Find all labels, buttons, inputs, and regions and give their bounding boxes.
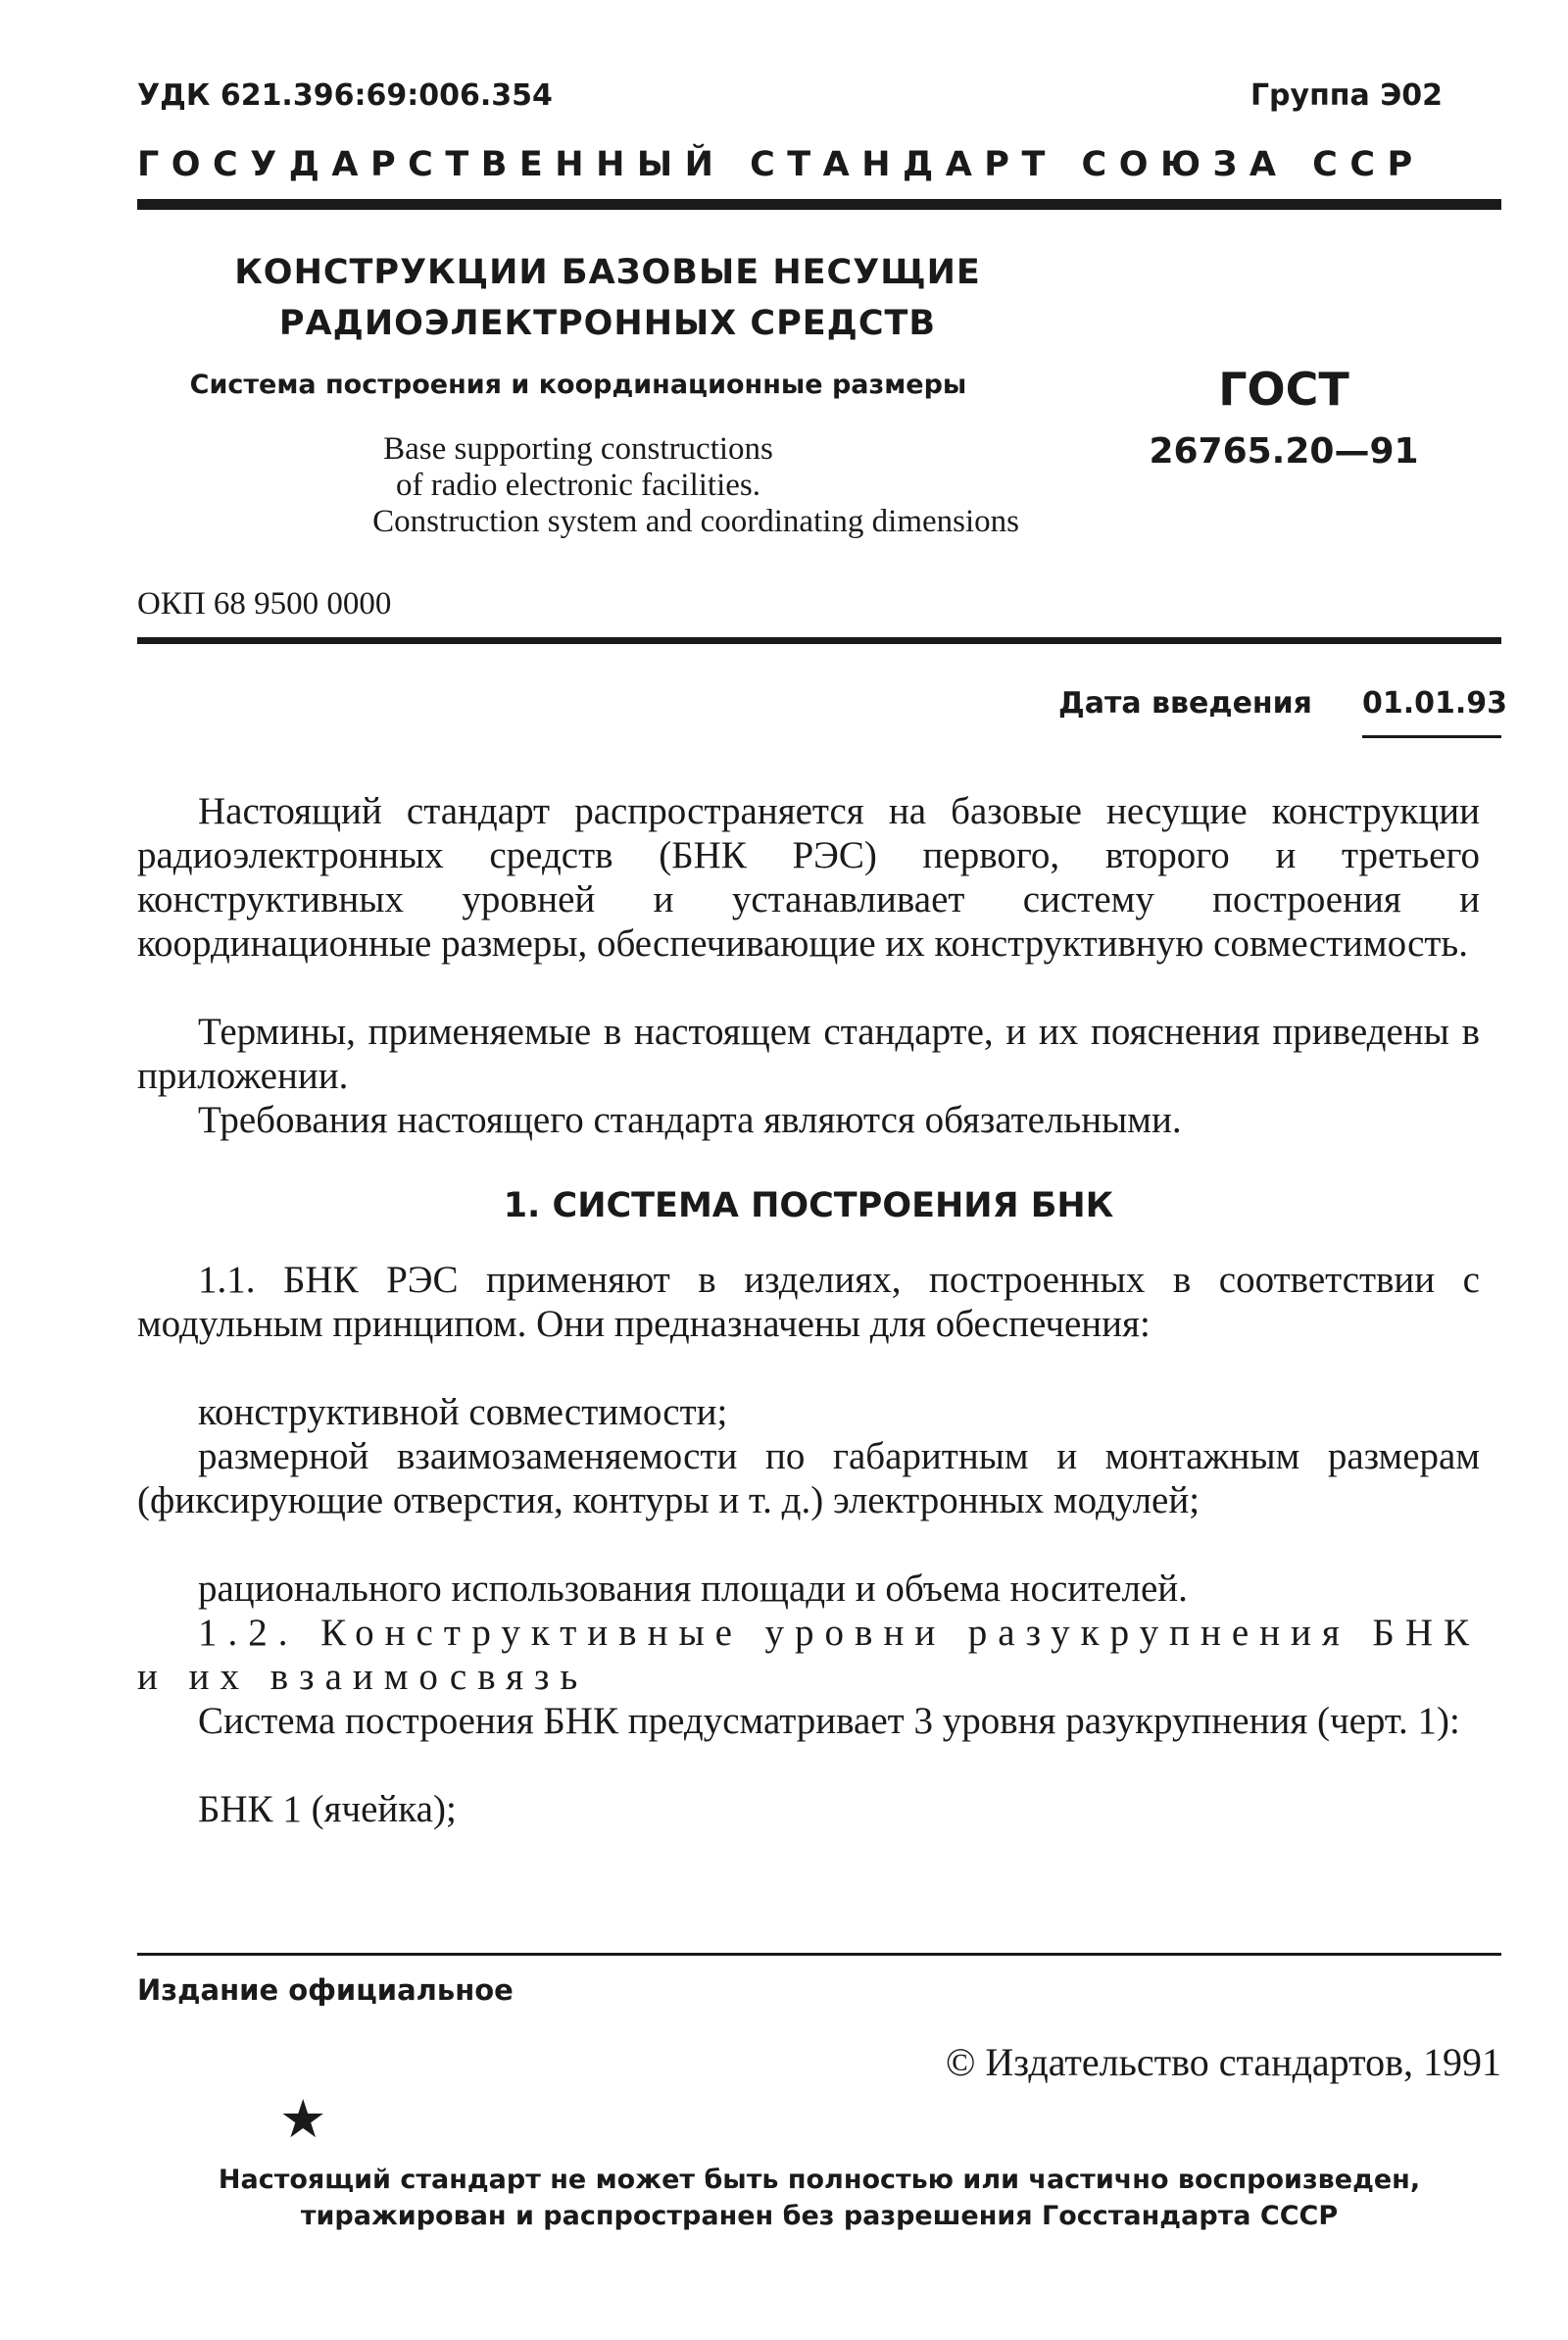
paragraph-requirements: Требования настоящего стандарта являются обязательными. (198, 1099, 1182, 1141)
section-1-title: 1. СИСТЕМА ПОСТРОЕНИЯ БНК (503, 1186, 1114, 1225)
list-item-compatibility: конструктивной совместимости; (198, 1391, 728, 1433)
subtitle: Система построения и координационные размеры (189, 370, 967, 400)
paragraph-scope: Настоящий стандарт распространяется на базовые несущие конструкции радиоэлектронных средств (БНК РЭС) первого, второго и третьего конструктивных уровней и устанавливает систему построения и координационные размеры, обеспечивающие их конструктивную совместимость. (137, 790, 1480, 965)
official-edition: Издание официальное (137, 1973, 514, 2007)
title-rule (137, 637, 1501, 644)
title-line-2: РАДИОЭЛЕКТРОННЫХ СРЕДСТВ (278, 304, 937, 343)
paragraph-terms: Термины, применяемые в настоящем стандарте, и их пояснения приведены в приложении. (137, 1011, 1480, 1097)
list-item-interchangeability: размерной взаимозаменяемости по габаритным и монтажным размерам (фиксирующие отверстия, контуры и т. д.) электронных модулей; (137, 1435, 1480, 1521)
gost-number: 26765.20—91 (1149, 431, 1419, 472)
udc-code: УДК 621.396:69:006.354 (137, 78, 553, 113)
intro-date-value: 01.01.93 (1362, 686, 1508, 721)
reproduction-notice-line-1: Настоящий стандарт не может быть полностью или частично воспроизведен, (218, 2165, 1421, 2195)
star-icon: ★ (279, 2088, 327, 2150)
intro-date-label: Дата введения (1058, 686, 1312, 721)
title-line-1: КОНСТРУКЦИИ БАЗОВЫЕ НЕСУЩИЕ (234, 253, 981, 292)
intro-date-underline (1362, 735, 1501, 738)
copyright: © Издательство стандартов, 1991 (945, 2040, 1501, 2084)
list-item-bnk1: БНК 1 (ячейка); (198, 1788, 457, 1830)
english-title-line-1: Base supporting constructions (383, 431, 773, 467)
okp-code: ОКП 68 9500 0000 (137, 586, 392, 622)
paragraph-1-2-heading: 1.2. Конструктивные уровни разукрупнения БНК и их взаимосвязь (137, 1612, 1480, 1698)
group-code: Группа Э02 (1250, 78, 1443, 113)
english-title-line-3: Construction system and coordinating dimensions (372, 504, 1019, 539)
paragraph-levels: Система построения БНК предусматривает 3 уровня разукрупнения (черт. 1): (198, 1700, 1460, 1742)
footer-rule (137, 1953, 1501, 1956)
gost-label: ГОСТ (1218, 363, 1349, 416)
paragraph-1-1: 1.1. БНК РЭС применяют в изделиях, построенных в соответствии с модульным принципом. Они предназначены для обеспечения: (137, 1259, 1480, 1345)
english-title-line-2: of radio electronic facilities. (396, 468, 760, 503)
header-rule (137, 199, 1501, 210)
list-item-rational-use: рационального использования площади и объема носителей. (198, 1568, 1188, 1610)
state-standard-heading: ГОСУДАРСТВЕННЫЙ СТАНДАРТ СОЮЗА ССР (137, 145, 1425, 184)
reproduction-notice-line-2: тиражирован и распространен без разрешения Госстандарта СССР (300, 2201, 1339, 2231)
